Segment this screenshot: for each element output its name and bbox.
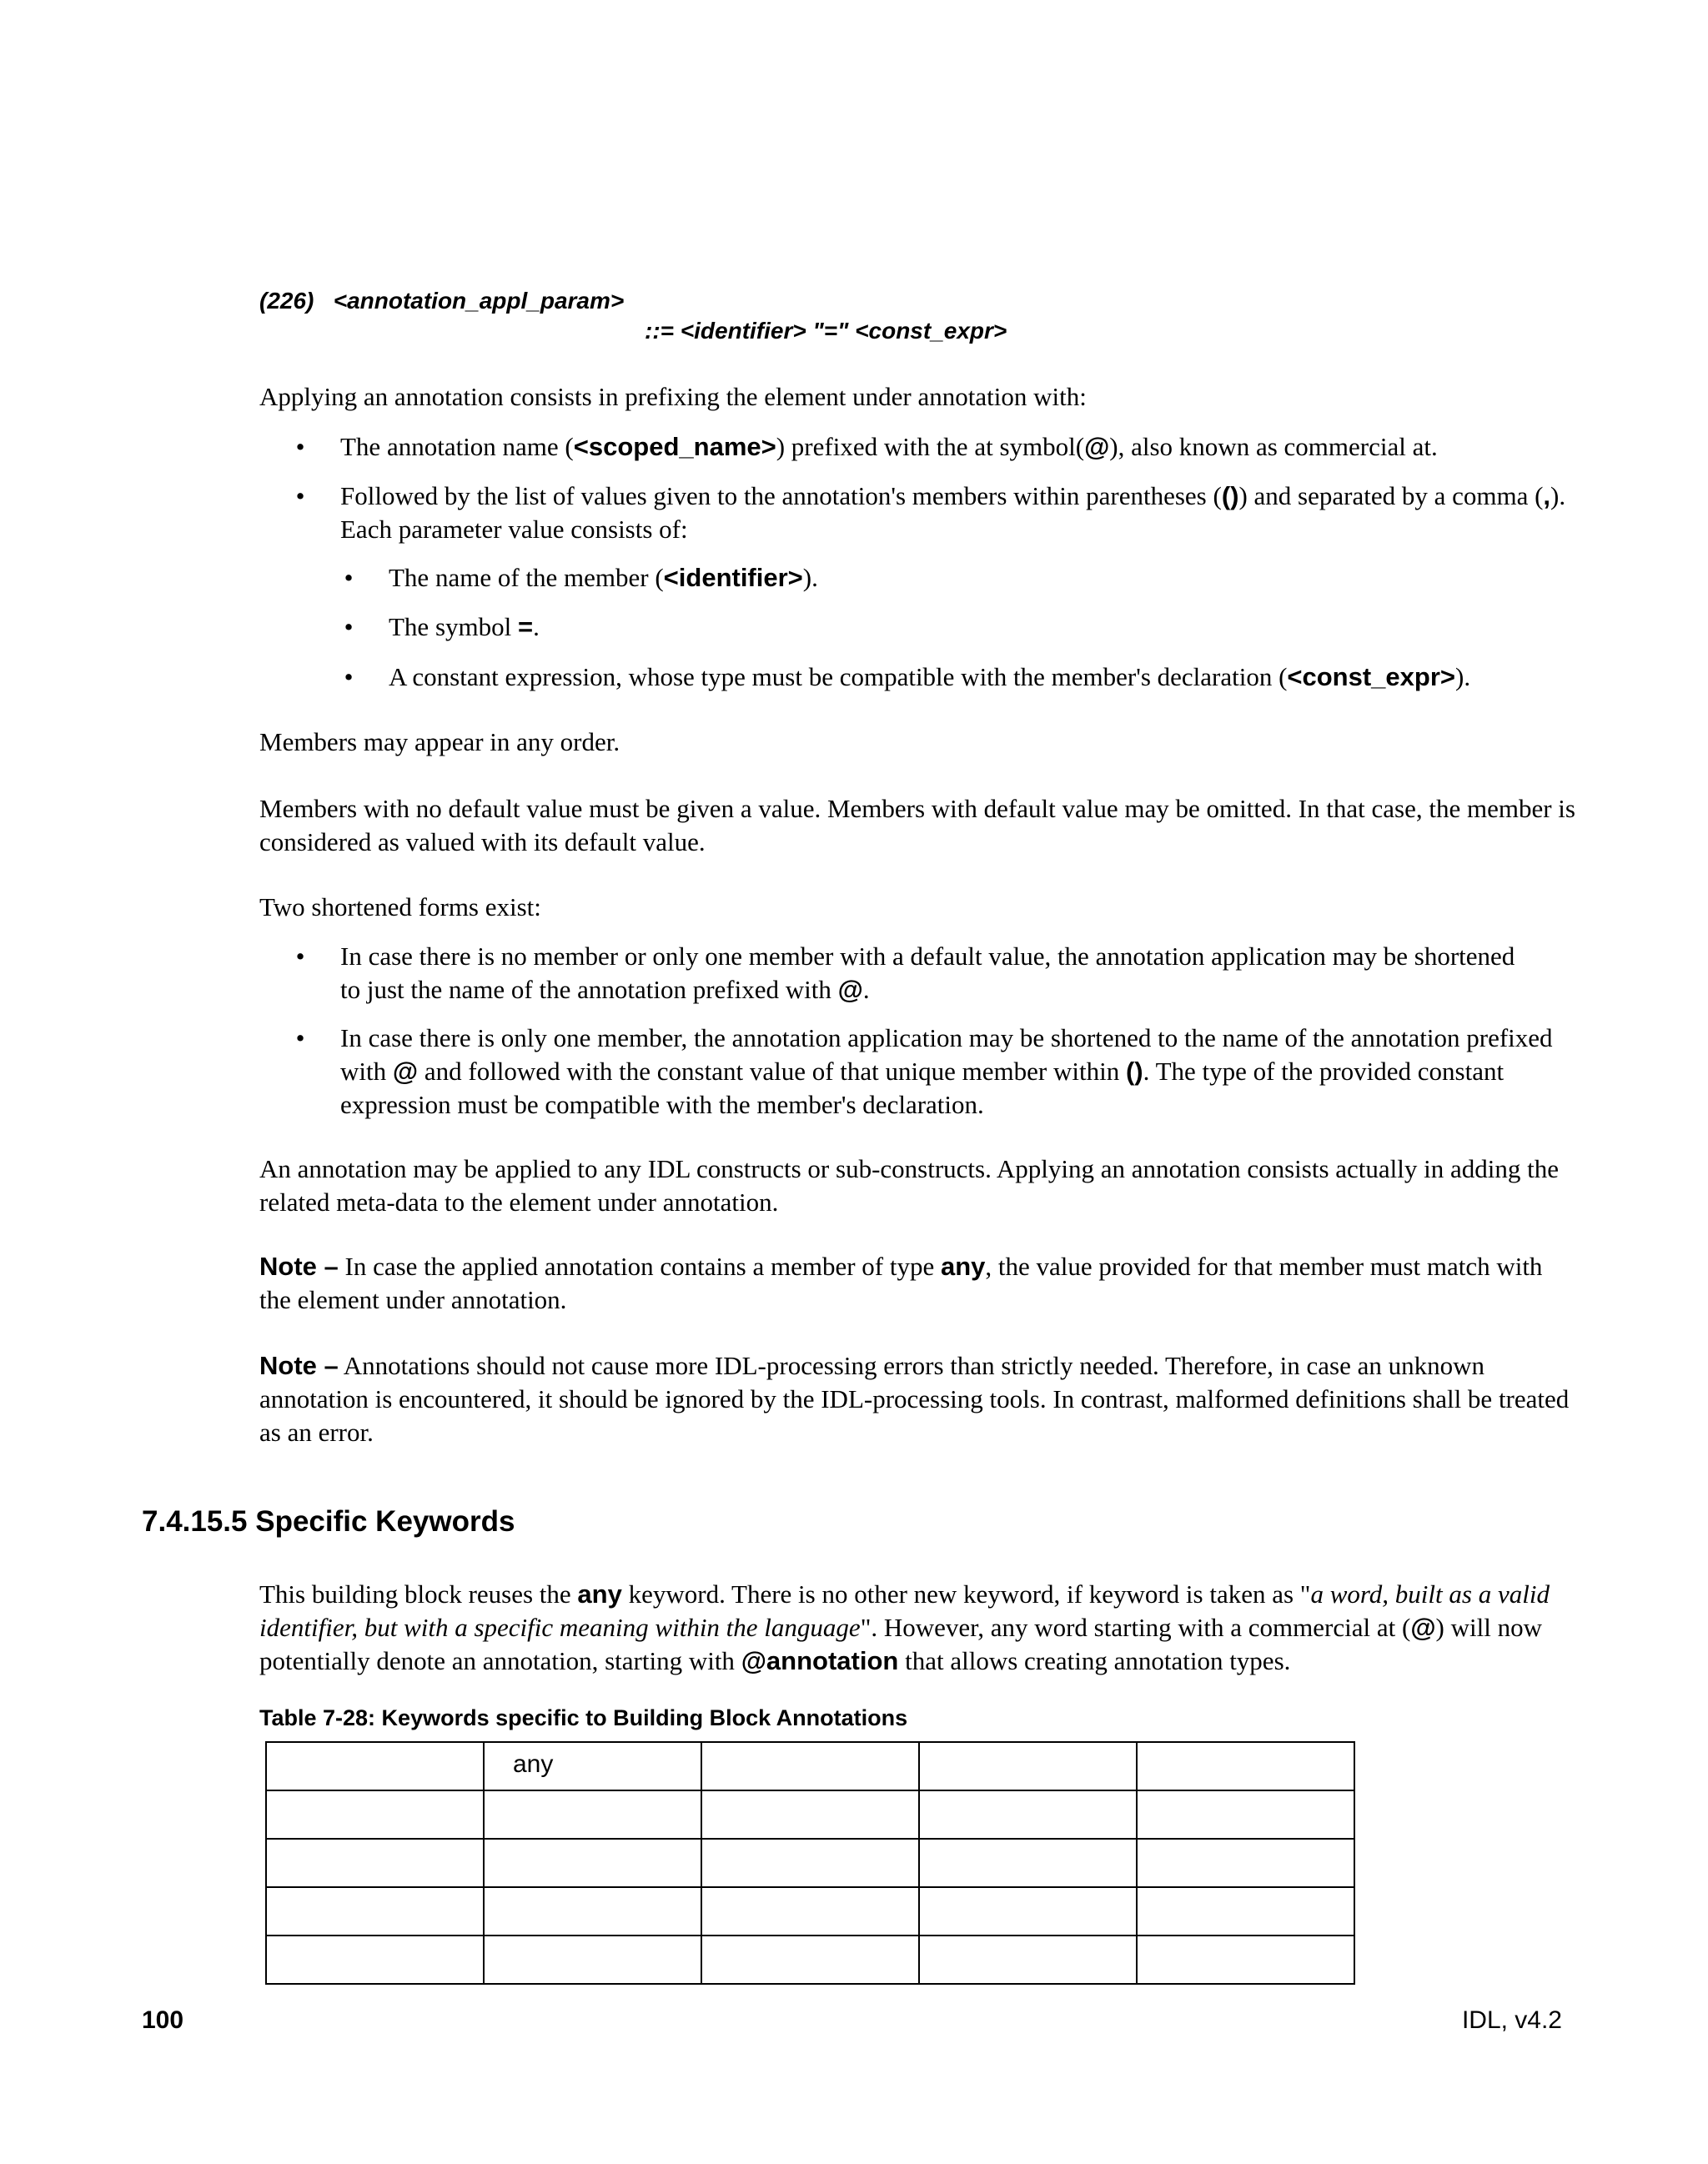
table-cell: [484, 1839, 701, 1887]
table-row: [266, 1936, 1354, 1984]
table-cell: [701, 1742, 919, 1790]
table-cell: [484, 1936, 701, 1984]
table-cell: [919, 1790, 1137, 1839]
table-cell: [1137, 1790, 1354, 1839]
table-cell: [701, 1790, 919, 1839]
grammar-rule-header: [259, 287, 624, 315]
page-number: 100: [142, 2006, 184, 2034]
table-row: [266, 1790, 1354, 1839]
table-cell: [701, 1887, 919, 1936]
note-paragraph: Note – Annotations should not cause more IDL-processing errors than strictly needed. Therefore, in case an unknown annotation is encountered, it should be ignored by the IDL-processing tools. In contrast, malformed definitions shall be treated as an error.: [259, 1351, 1570, 1447]
table-cell: [1137, 1887, 1354, 1936]
table-cell: [919, 1936, 1137, 1984]
default-value-paragraph: Members with no default value must be given a value. Members with default value may be omitted. In that case, the member is considered as valued with its default value.: [259, 794, 1575, 856]
table-caption: Table 7-28: Keywords specific to Building Block Annotations: [259, 1705, 908, 1730]
table-cell: [266, 1839, 484, 1887]
table-cell: [266, 1790, 484, 1839]
note-label: Note –: [259, 1252, 339, 1281]
table-cell: [484, 1790, 701, 1839]
table-cell: [1137, 1839, 1354, 1887]
bullet-icon: •: [295, 941, 305, 971]
table-cell: [701, 1936, 919, 1984]
table-cell: [919, 1742, 1137, 1790]
table-cell: [266, 1742, 484, 1790]
order-paragraph: Members may appear in any order.: [259, 727, 620, 756]
section-heading: 7.4.15.5 Specific Keywords: [142, 1505, 515, 1538]
bullet-icon: •: [295, 432, 305, 461]
table-cell: [484, 1887, 701, 1936]
table-cell: [1137, 1936, 1354, 1984]
rule-body: ::= <identifier> "=" <const_expr>: [645, 318, 1007, 344]
shortened-forms-paragraph: Two shortened forms exist:: [259, 892, 541, 921]
bullet-icon: •: [344, 563, 354, 592]
table-cell: [919, 1887, 1137, 1936]
table-cell: [266, 1887, 484, 1936]
table-row: [266, 1742, 1354, 1790]
apply-paragraph: An annotation may be applied to any IDL constructs or sub-constructs. Applying an annotation consists actually in adding the related meta-data to the element under annotation.: [259, 1154, 1560, 1217]
bullet-icon: •: [344, 612, 354, 641]
intro-paragraph: Applying an annotation consists in prefixing the element under annotation with:: [259, 382, 1087, 411]
bullet-icon: •: [295, 1023, 305, 1052]
table-cell: any: [484, 1742, 701, 1790]
bullet-icon: •: [295, 481, 305, 510]
document-version: IDL, v4.2: [1461, 2006, 1562, 2034]
note-label: Note –: [259, 1351, 339, 1380]
table-cell: [919, 1839, 1137, 1887]
table-row: [266, 1887, 1354, 1936]
rule-name: <annotation_appl_param>: [333, 288, 625, 314]
table-row: [266, 1839, 1354, 1887]
table-cell: [1137, 1742, 1354, 1790]
keywords-paragraph: This building block reuses the any keyword. There is no other new keyword, if keyword is taken as "a word, built as a valid identifier, but with a specific meaning within the language". However, any word starting with a commercial at (@) will now potentially denote an annotation, starting with @annotation that allows creating annotation types.: [259, 1579, 1550, 1675]
rule-number: (226): [259, 288, 314, 314]
note-paragraph: Note – In case the applied annotation contains a member of type any, the value provided for that member must match with the element under annotation.: [259, 1252, 1543, 1314]
table-cell: [701, 1839, 919, 1887]
table-cell: [266, 1936, 484, 1984]
keywords-table: [265, 1741, 1355, 1985]
bullet-icon: •: [344, 662, 354, 691]
